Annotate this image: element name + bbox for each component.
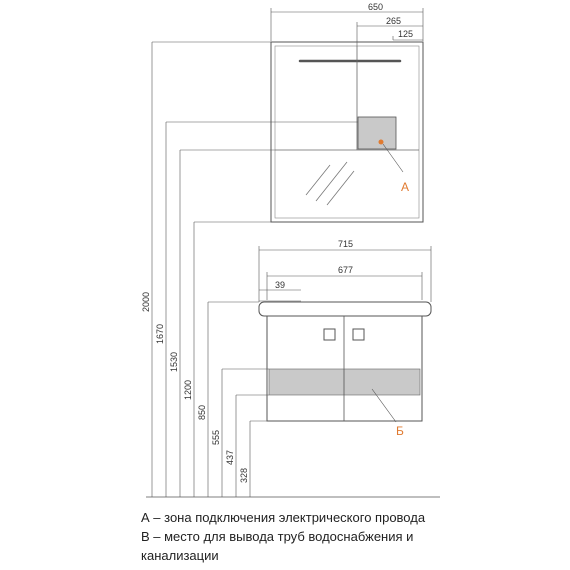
dim-shelf-offset: 265 — [386, 16, 402, 26]
mirror-reflection-1 — [306, 165, 330, 195]
zone-a-area — [358, 117, 396, 149]
dim-height-437: 437 — [225, 449, 235, 465]
legend-line-b-continued: канализации — [141, 548, 219, 563]
zone-b-area — [269, 369, 420, 395]
marker-b: Б — [396, 424, 404, 438]
legend — [141, 508, 561, 565]
marker-a: А — [401, 180, 410, 194]
door-handle-left — [324, 329, 335, 340]
dim-height-1200: 1200 — [183, 379, 193, 400]
mirror-reflection-2 — [316, 162, 347, 201]
dim-height-1670: 1670 — [155, 323, 165, 344]
height-dimensions — [152, 42, 358, 497]
dim-height-328: 328 — [239, 467, 249, 483]
cabinet-body — [267, 316, 422, 421]
dim-height-1530: 1530 — [169, 351, 179, 372]
dim-mirror-width: 650 — [368, 2, 384, 12]
mirror-dimensions — [271, 8, 423, 46]
dim-height-850: 850 — [197, 404, 207, 420]
mirror-frame — [271, 42, 423, 222]
vanity — [259, 302, 431, 438]
dim-basin-height: 39 — [275, 280, 286, 290]
dim-shelf-width: 125 — [398, 29, 414, 39]
mirror-reflection-3 — [327, 171, 354, 205]
dim-height-555: 555 — [211, 429, 221, 445]
door-handle-right — [353, 329, 364, 340]
mirror-inner — [275, 46, 419, 218]
dim-height-2000: 2000 — [141, 291, 151, 312]
dim-cabinet-inner-width: 677 — [338, 265, 354, 275]
connection-point-a — [379, 140, 384, 145]
dim-cabinet-outer-width: 715 — [338, 239, 354, 249]
legend-line-a: А – зона подключения электрического провода — [141, 510, 426, 525]
mirror — [271, 42, 423, 222]
legend-line-b: В – место для вывода труб водоснабжения и — [141, 529, 414, 544]
basin-top — [259, 302, 431, 316]
